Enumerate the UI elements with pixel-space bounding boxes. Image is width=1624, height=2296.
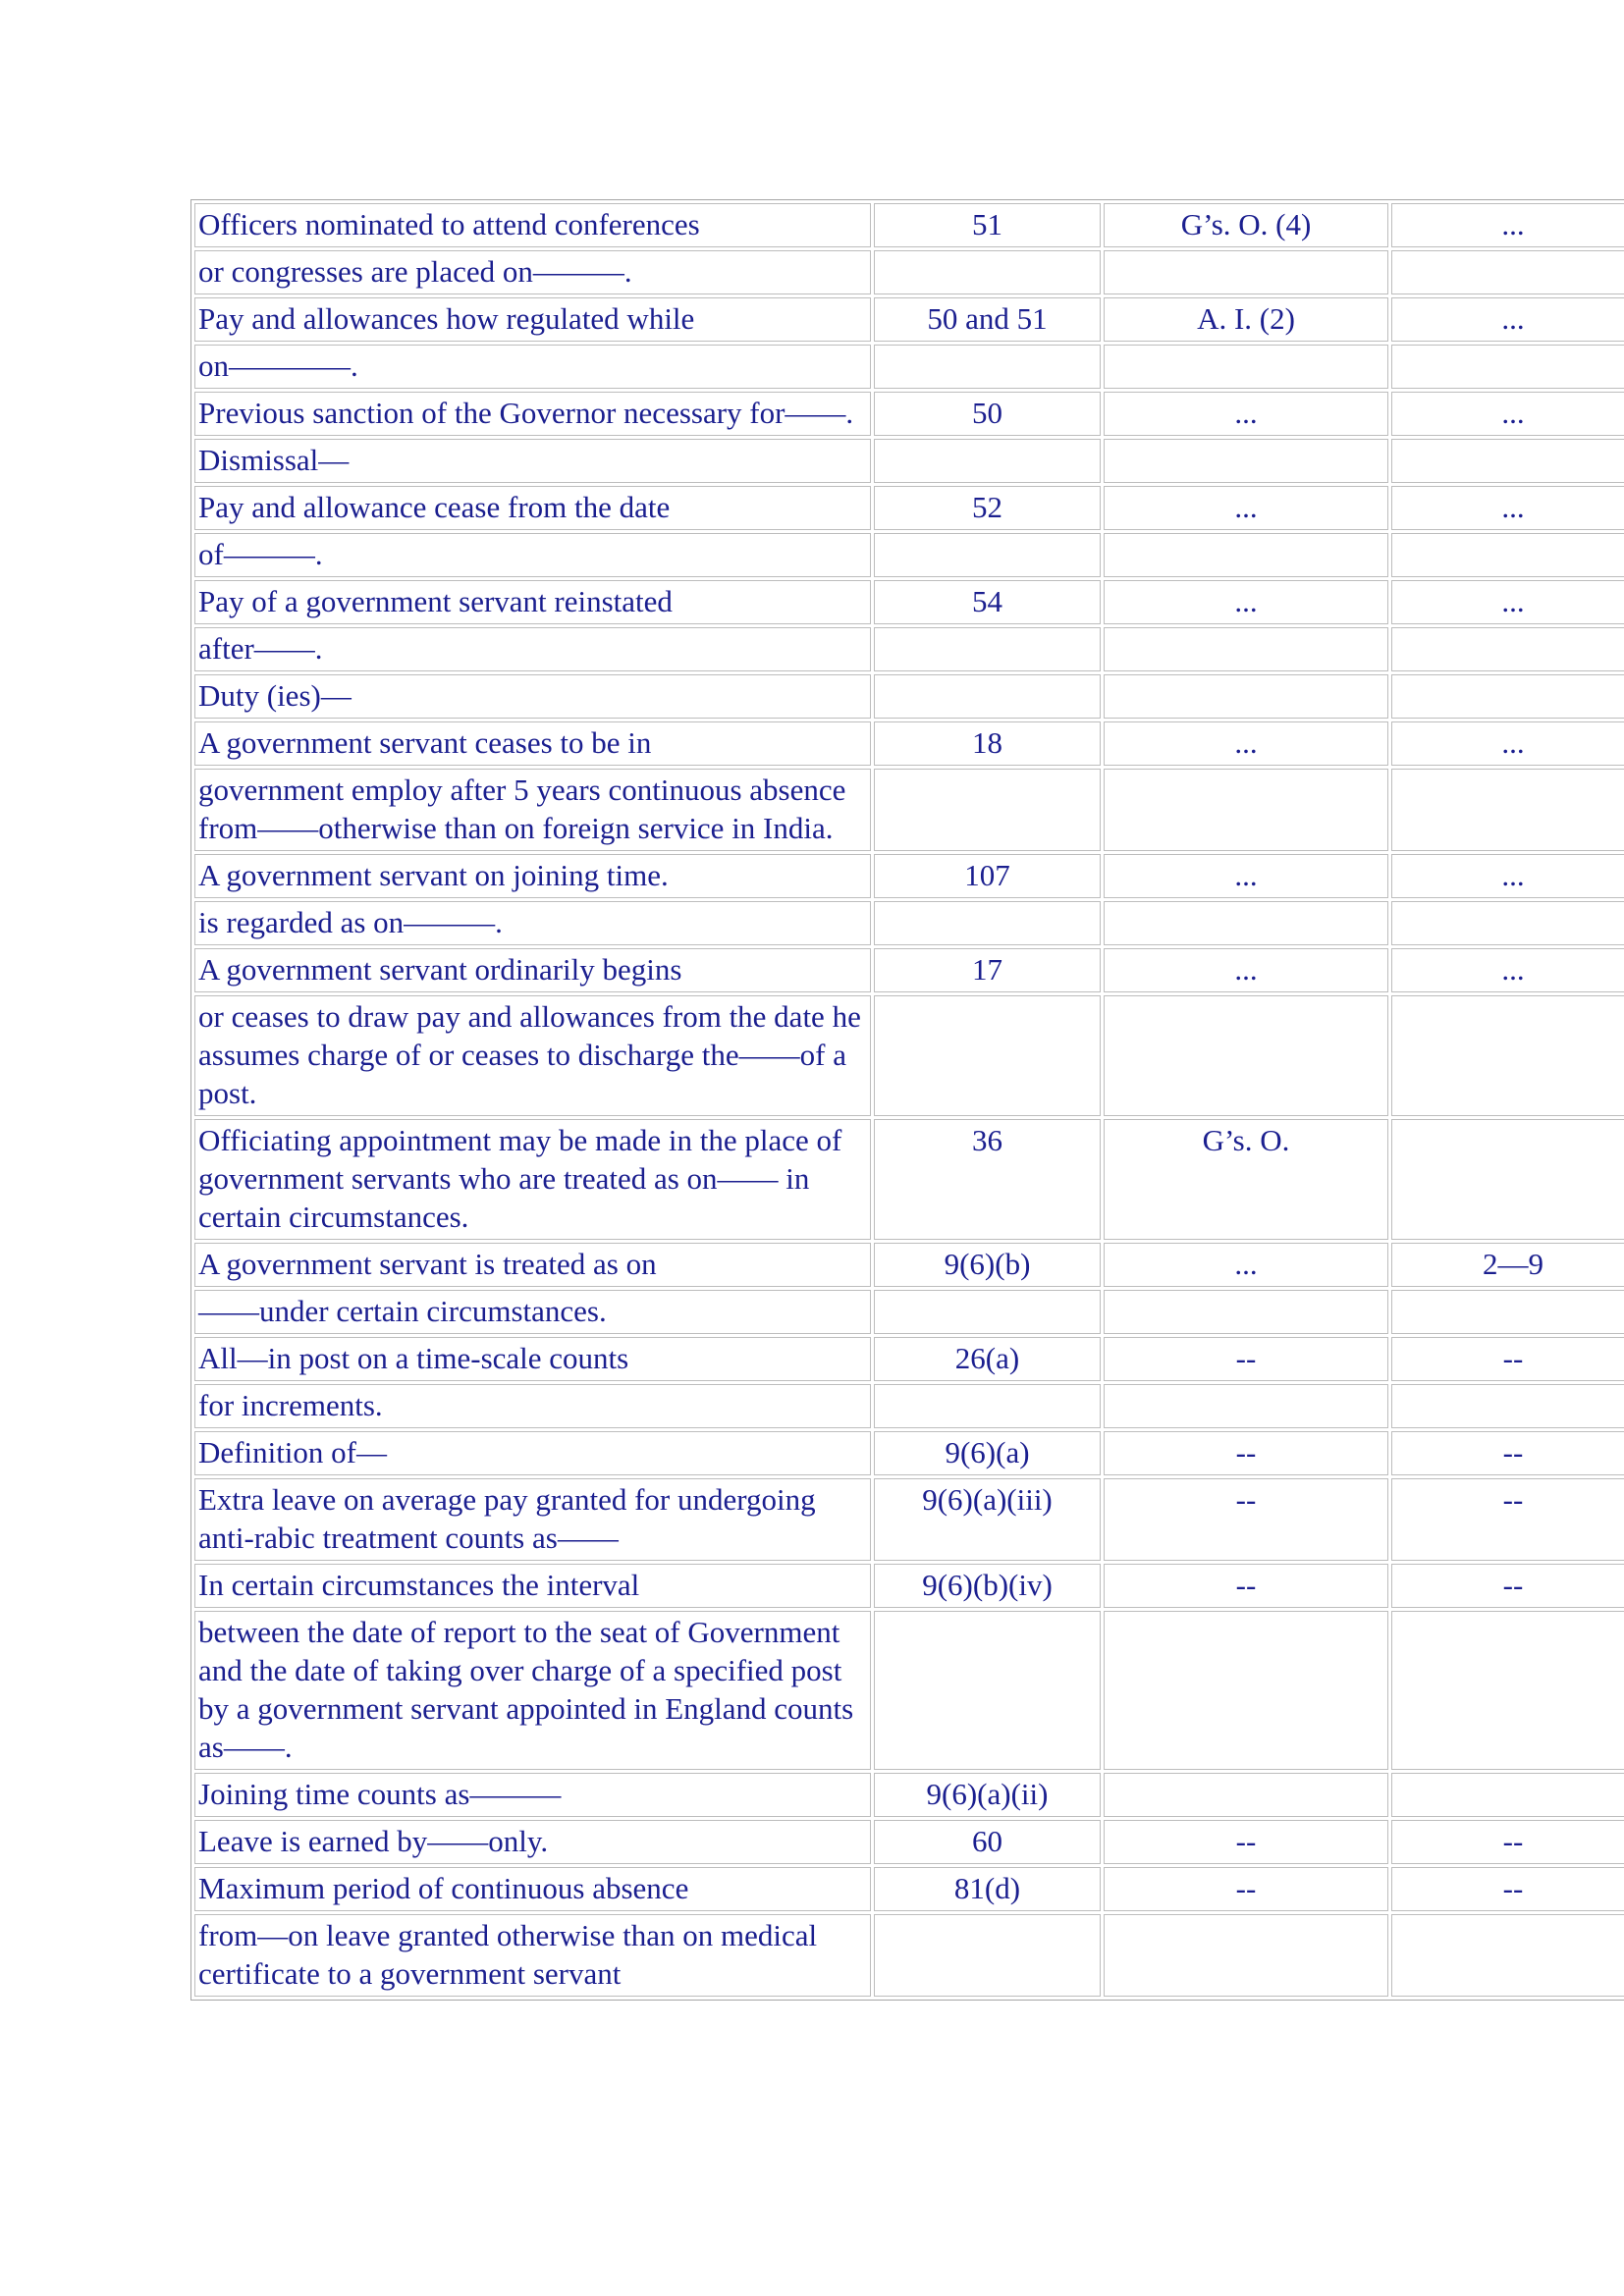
page-cell: -- xyxy=(1391,1337,1624,1381)
rule-cell: 81(d) xyxy=(874,1867,1101,1911)
table-row xyxy=(194,769,1624,851)
page-cell: ... xyxy=(1391,203,1624,247)
subject-cell: Officers nominated to attend conferences xyxy=(194,203,871,247)
document-page xyxy=(190,199,1624,2001)
page-cell: ... xyxy=(1391,721,1624,766)
subject-cell: Definition of— xyxy=(194,1431,871,1475)
order-cell: -- xyxy=(1104,1867,1388,1911)
rule-cell xyxy=(874,439,1101,483)
table-row xyxy=(194,439,1624,483)
page-cell xyxy=(1391,1773,1624,1817)
order-cell xyxy=(1104,250,1388,294)
order-cell: -- xyxy=(1104,1431,1388,1475)
page-cell xyxy=(1391,901,1624,945)
subject-cell: is regarded as on———. xyxy=(194,901,871,945)
table-row xyxy=(194,486,1624,530)
subject-cell: or congresses are placed on———. xyxy=(194,250,871,294)
page-cell: ... xyxy=(1391,297,1624,342)
rule-cell: 9(6)(b)(iv) xyxy=(874,1564,1101,1608)
page-cell: ... xyxy=(1391,392,1624,436)
table-row xyxy=(194,948,1624,992)
rule-cell: 9(6)(a)(ii) xyxy=(874,1773,1101,1817)
subject-cell: Pay of a government servant reinstated xyxy=(194,580,871,624)
table-row xyxy=(194,533,1624,577)
order-cell xyxy=(1104,995,1388,1116)
table-row xyxy=(194,580,1624,624)
rule-cell: 9(6)(a) xyxy=(874,1431,1101,1475)
rule-cell xyxy=(874,995,1101,1116)
rule-cell xyxy=(874,1914,1101,1997)
table-row xyxy=(194,297,1624,342)
order-cell xyxy=(1104,769,1388,851)
table-row xyxy=(194,392,1624,436)
order-cell: G’s. O. xyxy=(1104,1119,1388,1240)
table-row xyxy=(194,1384,1624,1428)
subject-cell: between the date of report to the seat of Government and the date of taking over charge of a specified post by a government servant appointed in England counts as——. xyxy=(194,1611,871,1770)
rule-cell: 60 xyxy=(874,1820,1101,1864)
rule-cell: 26(a) xyxy=(874,1337,1101,1381)
order-cell xyxy=(1104,1290,1388,1334)
page-cell: -- xyxy=(1391,1564,1624,1608)
table-row xyxy=(194,854,1624,898)
subject-cell: of———. xyxy=(194,533,871,577)
page-cell xyxy=(1391,674,1624,719)
subject-cell: A government servant ceases to be in xyxy=(194,721,871,766)
order-cell xyxy=(1104,439,1388,483)
table-row xyxy=(194,1820,1624,1864)
order-cell xyxy=(1104,345,1388,389)
rule-cell xyxy=(874,901,1101,945)
order-cell: ... xyxy=(1104,392,1388,436)
table-row xyxy=(194,1914,1624,1997)
subject-cell: Pay and allowances how regulated while xyxy=(194,297,871,342)
table-row xyxy=(194,345,1624,389)
subject-cell: Previous sanction of the Governor necessary for——. xyxy=(194,392,871,436)
order-cell xyxy=(1104,1914,1388,1997)
subject-cell: or ceases to draw pay and allowances from the date he assumes charge of or ceases to discharge the——of a post. xyxy=(194,995,871,1116)
rule-cell: 36 xyxy=(874,1119,1101,1240)
page-cell: ... xyxy=(1391,580,1624,624)
rule-cell: 9(6)(b) xyxy=(874,1243,1101,1287)
page-cell xyxy=(1391,345,1624,389)
subject-cell: Officiating appointment may be made in the place of government servants who are treated as on—— in certain circumstances. xyxy=(194,1119,871,1240)
table-row xyxy=(194,1773,1624,1817)
order-cell: A. I. (2) xyxy=(1104,297,1388,342)
table-row xyxy=(194,1478,1624,1561)
order-cell xyxy=(1104,627,1388,671)
rule-cell: 50 xyxy=(874,392,1101,436)
table-row xyxy=(194,674,1624,719)
rule-cell xyxy=(874,674,1101,719)
rule-cell xyxy=(874,250,1101,294)
page-cell: -- xyxy=(1391,1867,1624,1911)
page-cell xyxy=(1391,1119,1624,1240)
order-cell: ... xyxy=(1104,580,1388,624)
rule-cell: 51 xyxy=(874,203,1101,247)
table-row xyxy=(194,627,1624,671)
rule-cell: 107 xyxy=(874,854,1101,898)
page-cell xyxy=(1391,627,1624,671)
subject-cell: Maximum period of continuous absence xyxy=(194,1867,871,1911)
order-cell: -- xyxy=(1104,1337,1388,1381)
order-cell xyxy=(1104,1384,1388,1428)
order-cell: ... xyxy=(1104,721,1388,766)
table-row xyxy=(194,1290,1624,1334)
page-cell xyxy=(1391,1290,1624,1334)
table-row xyxy=(194,1431,1624,1475)
subject-cell: Pay and allowance cease from the date xyxy=(194,486,871,530)
subject-cell: Dismissal— xyxy=(194,439,871,483)
table-row xyxy=(194,1611,1624,1770)
subject-cell: from—on leave granted otherwise than on medical certificate to a government servant xyxy=(194,1914,871,1997)
order-cell: ... xyxy=(1104,486,1388,530)
order-cell xyxy=(1104,533,1388,577)
index-table xyxy=(190,199,1624,2001)
order-cell: -- xyxy=(1104,1564,1388,1608)
rule-cell xyxy=(874,769,1101,851)
page-cell xyxy=(1391,250,1624,294)
subject-cell: A government servant ordinarily begins xyxy=(194,948,871,992)
page-cell: -- xyxy=(1391,1820,1624,1864)
order-cell xyxy=(1104,1611,1388,1770)
subject-cell: A government servant on joining time. xyxy=(194,854,871,898)
page-cell: -- xyxy=(1391,1431,1624,1475)
page-cell: ... xyxy=(1391,486,1624,530)
table-row xyxy=(194,995,1624,1116)
page-cell xyxy=(1391,769,1624,851)
page-cell xyxy=(1391,1384,1624,1428)
table-row xyxy=(194,721,1624,766)
rule-cell xyxy=(874,345,1101,389)
table-row xyxy=(194,901,1624,945)
subject-cell: Leave is earned by——only. xyxy=(194,1820,871,1864)
rule-cell xyxy=(874,533,1101,577)
order-cell: ... xyxy=(1104,948,1388,992)
subject-cell: In certain circumstances the interval xyxy=(194,1564,871,1608)
order-cell xyxy=(1104,901,1388,945)
page-cell xyxy=(1391,533,1624,577)
page-cell: ... xyxy=(1391,948,1624,992)
page-cell xyxy=(1391,1914,1624,1997)
order-cell: G’s. O. (4) xyxy=(1104,203,1388,247)
subject-cell: on————. xyxy=(194,345,871,389)
page-cell: ... xyxy=(1391,854,1624,898)
subject-cell: All—in post on a time-scale counts xyxy=(194,1337,871,1381)
rule-cell xyxy=(874,1384,1101,1428)
subject-cell: A government servant is treated as on xyxy=(194,1243,871,1287)
subject-cell: Duty (ies)— xyxy=(194,674,871,719)
rule-cell: 52 xyxy=(874,486,1101,530)
subject-cell: after——. xyxy=(194,627,871,671)
rule-cell: 18 xyxy=(874,721,1101,766)
table-row xyxy=(194,1867,1624,1911)
page-cell xyxy=(1391,439,1624,483)
table-row xyxy=(194,1337,1624,1381)
rule-cell xyxy=(874,1290,1101,1334)
rule-cell xyxy=(874,627,1101,671)
order-cell xyxy=(1104,674,1388,719)
page-cell: 2—9 xyxy=(1391,1243,1624,1287)
table-row xyxy=(194,203,1624,247)
subject-cell: Joining time counts as——— xyxy=(194,1773,871,1817)
order-cell: ... xyxy=(1104,1243,1388,1287)
table-row xyxy=(194,1564,1624,1608)
subject-cell: ——under certain circumstances. xyxy=(194,1290,871,1334)
order-cell: ... xyxy=(1104,854,1388,898)
table-row xyxy=(194,250,1624,294)
rule-cell: 50 and 51 xyxy=(874,297,1101,342)
rule-cell xyxy=(874,1611,1101,1770)
subject-cell: Extra leave on average pay granted for undergoing anti-rabic treatment counts as—— xyxy=(194,1478,871,1561)
table-row xyxy=(194,1119,1624,1240)
table-row xyxy=(194,1243,1624,1287)
order-cell: -- xyxy=(1104,1820,1388,1864)
subject-cell: government employ after 5 years continuous absence from——otherwise than on foreign service in India. xyxy=(194,769,871,851)
subject-cell: for increments. xyxy=(194,1384,871,1428)
rule-cell: 54 xyxy=(874,580,1101,624)
page-cell xyxy=(1391,1611,1624,1770)
page-cell: -- xyxy=(1391,1478,1624,1561)
page-cell xyxy=(1391,995,1624,1116)
order-cell xyxy=(1104,1773,1388,1817)
rule-cell: 17 xyxy=(874,948,1101,992)
rule-cell: 9(6)(a)(iii) xyxy=(874,1478,1101,1561)
order-cell: -- xyxy=(1104,1478,1388,1561)
